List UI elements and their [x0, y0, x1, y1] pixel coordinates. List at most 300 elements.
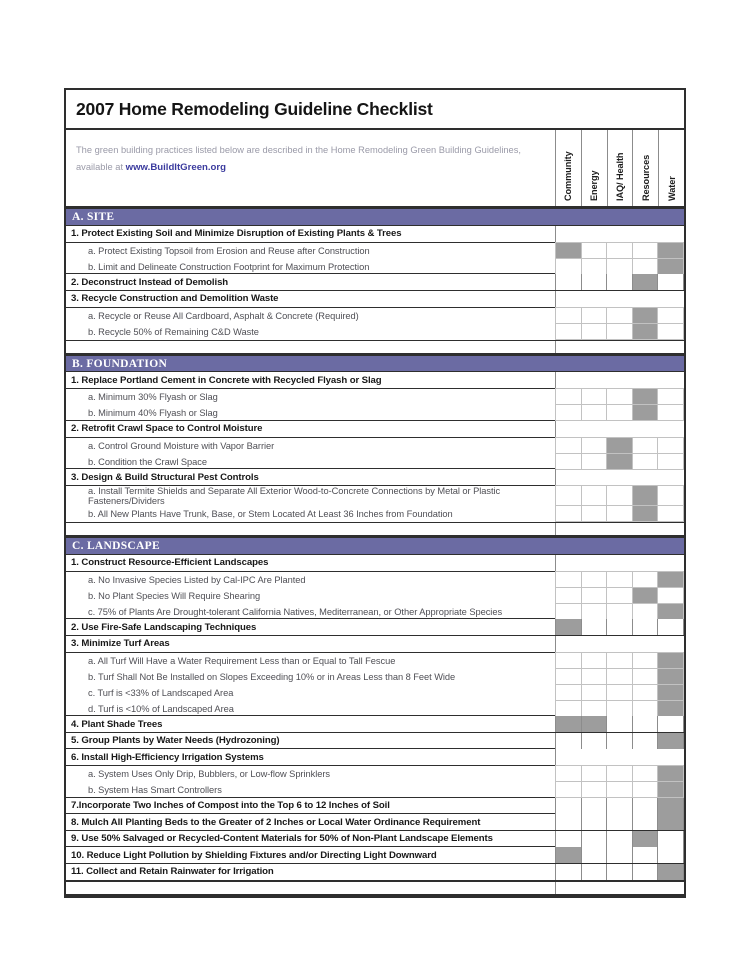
checklist-item-label: 5. Group Plants by Water Needs (Hydrozoning)	[66, 733, 556, 749]
checkbox-cell-resources[interactable]	[632, 814, 659, 830]
checklist-row	[66, 635, 684, 653]
checklist-item-label: 11. Collect and Retain Rainwater for Irrigation	[66, 864, 556, 880]
checkbox-cell-resources[interactable]	[632, 847, 659, 863]
checkbox-cell-energy[interactable]	[581, 652, 608, 669]
checkbox-cell-energy[interactable]	[581, 847, 608, 863]
checkbox-cell-water	[657, 372, 684, 388]
checkbox-cell-energy[interactable]	[581, 323, 608, 340]
checklist-item-label: b. Limit and Delineate Construction Footprint for Maximum Protection	[66, 259, 556, 275]
section-header-landscape: C. LANDSCAPE	[66, 537, 684, 555]
checkbox-group	[556, 274, 684, 290]
checkbox-cell-water	[657, 749, 684, 765]
checkbox-cell-iaq-health	[606, 469, 633, 485]
checklist-item-label: b. Recycle 50% of Remaining C&D Waste	[66, 324, 556, 340]
checkbox-cell-iaq-health	[606, 421, 633, 437]
checkbox-cell-water[interactable]	[657, 716, 684, 732]
checkbox-cell-energy[interactable]	[581, 831, 608, 847]
checkbox-group	[556, 469, 684, 485]
section-header-site: A. SITE	[66, 208, 684, 226]
checkbox-cell-iaq-health[interactable]	[606, 485, 633, 506]
checkbox-cell-water[interactable]	[657, 388, 684, 405]
checkbox-cell-water[interactable]	[657, 437, 684, 454]
checkbox-cell-resources[interactable]	[632, 258, 659, 275]
checklist-item-label: 1. Construct Resource-Efficient Landscapes	[66, 555, 556, 571]
checkbox-cell-community	[555, 469, 582, 485]
checkbox-cell-community[interactable]	[555, 242, 582, 259]
checkbox-cell-water[interactable]	[657, 453, 684, 470]
checkbox-cell-community	[555, 372, 582, 388]
checkbox-cell-energy[interactable]	[581, 453, 608, 470]
checklist-subrow	[66, 405, 684, 421]
checkbox-cell-energy[interactable]	[581, 619, 608, 635]
checkbox-cell-resources	[632, 291, 659, 307]
checkbox-cell-community[interactable]	[555, 603, 582, 620]
checkbox-cell-resources[interactable]	[632, 684, 659, 701]
checkbox-cell-resources[interactable]	[632, 388, 659, 405]
checklist-item-label: 4. Plant Shade Trees	[66, 716, 556, 732]
checkbox-cell-water[interactable]	[657, 798, 684, 814]
checkbox-cell-water	[657, 636, 684, 652]
checkbox-group	[556, 588, 684, 604]
checkbox-cell-resources[interactable]	[632, 765, 659, 782]
checklist-subrow	[66, 389, 684, 405]
checkbox-cell-iaq-health[interactable]	[606, 847, 633, 863]
checklist-item-label: 1. Replace Portland Cement in Concrete with Recycled Flyash or Slag	[66, 372, 556, 388]
checklist-item-label: a. All Turf Will Have a Water Requirement Less than or Equal to Tall Fescue	[66, 653, 556, 669]
checklist-subrow	[66, 259, 684, 275]
checkbox-cell-iaq-health[interactable]	[606, 700, 633, 717]
checklist-row	[66, 846, 684, 864]
column-header-label: Resources	[640, 155, 651, 202]
checkbox-cell-resources[interactable]	[632, 242, 659, 259]
checklist-item-label: 3. Minimize Turf Areas	[66, 636, 556, 652]
checkbox-group	[556, 454, 684, 470]
spacer-rest	[556, 341, 684, 353]
checkbox-cell-community[interactable]	[555, 781, 582, 798]
checkbox-cell-community[interactable]	[555, 453, 582, 470]
checkbox-cell-iaq-health[interactable]	[606, 505, 633, 522]
checkbox-cell-water	[657, 555, 684, 571]
checkbox-cell-community[interactable]	[555, 700, 582, 717]
checkbox-cell-community[interactable]	[555, 505, 582, 522]
checkbox-cell-resources[interactable]	[632, 323, 659, 340]
checkbox-cell-energy[interactable]	[581, 864, 608, 880]
checkbox-cell-water[interactable]	[657, 700, 684, 717]
checkbox-group	[556, 486, 684, 506]
checklist-row	[66, 732, 684, 750]
checkbox-cell-water[interactable]	[657, 404, 684, 421]
checklist-subrow	[66, 669, 684, 685]
checklist-item-label: d. Turf is <10% of Landscaped Area	[66, 701, 556, 717]
sections-container	[66, 208, 684, 896]
checklist-item-label: a. Control Ground Moisture with Vapor Barrier	[66, 438, 556, 454]
checklist-subrow	[66, 506, 684, 522]
checkbox-cell-energy[interactable]	[581, 684, 608, 701]
checklist-item-label: 10. Reduce Light Pollution by Shielding Fixtures and/or Directing Light Downward	[66, 847, 556, 863]
checkbox-cell-iaq-health[interactable]	[606, 814, 633, 830]
column-header-resources	[632, 130, 658, 206]
checklist-item-label: a. System Uses Only Drip, Bubblers, or Low-flow Sprinklers	[66, 766, 556, 782]
checkbox-cell-energy[interactable]	[581, 258, 608, 275]
checkbox-cell-resources[interactable]	[632, 619, 659, 635]
checkbox-group	[556, 506, 684, 522]
checklist-subrow	[66, 782, 684, 798]
checkbox-cell-resources[interactable]	[632, 587, 659, 604]
checkbox-cell-resources[interactable]	[632, 831, 659, 847]
checkbox-cell-community	[555, 749, 582, 765]
checklist-row	[66, 420, 684, 438]
checklist-item-label: 1. Protect Existing Soil and Minimize Disruption of Existing Plants & Trees	[66, 226, 556, 242]
checklist-item-label: 7.Incorporate Two Inches of Compost into the Top 6 to 12 Inches of Soil	[66, 798, 556, 814]
column-header-label: Water	[666, 176, 677, 202]
checkbox-cell-iaq-health[interactable]	[606, 307, 633, 324]
column-header-label: Community	[563, 151, 574, 202]
checklist-table	[64, 88, 686, 898]
checkbox-cell-community[interactable]	[555, 765, 582, 782]
checkbox-cell-resources[interactable]	[632, 781, 659, 798]
checkbox-cell-community[interactable]	[555, 437, 582, 454]
checklist-subrow	[66, 685, 684, 701]
checkbox-cell-water[interactable]	[657, 571, 684, 588]
checkbox-cell-resources[interactable]	[632, 716, 659, 732]
checkbox-cell-community	[555, 226, 582, 242]
checkbox-cell-iaq-health	[606, 555, 633, 571]
checklist-subrow	[66, 572, 684, 588]
checkbox-cell-water[interactable]	[657, 864, 684, 880]
checkbox-cell-water[interactable]	[657, 652, 684, 669]
checkbox-cell-water[interactable]	[657, 323, 684, 340]
checkbox-cell-community[interactable]	[555, 668, 582, 685]
spacer-rest	[556, 523, 684, 535]
checklist-subrow	[66, 604, 684, 620]
checkbox-cell-water[interactable]	[657, 307, 684, 324]
checkbox-cell-resources[interactable]	[632, 700, 659, 717]
checkbox-cell-resources	[632, 555, 659, 571]
checkbox-cell-energy[interactable]	[581, 603, 608, 620]
checklist-subrow	[66, 438, 684, 454]
checkbox-cell-iaq-health[interactable]	[606, 781, 633, 798]
checkbox-cell-community[interactable]	[555, 258, 582, 275]
checkbox-cell-iaq-health	[606, 636, 633, 652]
checkbox-cell-resources[interactable]	[632, 307, 659, 324]
checkbox-cell-energy[interactable]	[581, 668, 608, 685]
checkbox-group	[556, 405, 684, 421]
checkbox-cell-iaq-health[interactable]	[606, 388, 633, 405]
checkbox-cell-iaq-health[interactable]	[606, 864, 633, 880]
checkbox-cell-community	[555, 291, 582, 307]
checklist-item-label: a. Install Termite Shields and Separate All Exterior Wood-to-Concrete Connections by Metal or Plastic Fasteners/Dividers	[66, 486, 556, 506]
checkbox-cell-resources	[632, 636, 659, 652]
checkbox-cell-community[interactable]	[555, 619, 582, 635]
checkbox-cell-energy[interactable]	[581, 571, 608, 588]
checkbox-cell-community	[555, 555, 582, 571]
checkbox-cell-water[interactable]	[657, 485, 684, 506]
checkbox-cell-energy[interactable]	[581, 437, 608, 454]
checkbox-cell-community[interactable]	[555, 307, 582, 324]
checkbox-cell-iaq-health[interactable]	[606, 453, 633, 470]
checkbox-cell-energy[interactable]	[581, 716, 608, 732]
checklist-item-label: b. No Plant Species Will Require Shearing	[66, 588, 556, 604]
checkbox-cell-iaq-health[interactable]	[606, 603, 633, 620]
checklist-subrow	[66, 588, 684, 604]
checklist-item-label: 3. Recycle Construction and Demolition Waste	[66, 291, 556, 307]
checkbox-group	[556, 733, 684, 749]
checklist-row	[66, 748, 684, 766]
checkbox-cell-energy[interactable]	[581, 505, 608, 522]
checklist-subrow	[66, 653, 684, 669]
checklist-row	[66, 290, 684, 308]
checkbox-cell-resources[interactable]	[632, 668, 659, 685]
checkbox-cell-energy[interactable]	[581, 404, 608, 421]
checkbox-cell-energy[interactable]	[581, 242, 608, 259]
spacer-rest	[556, 882, 684, 894]
checkbox-cell-resources	[632, 226, 659, 242]
checklist-item-label: b. Condition the Crawl Space	[66, 454, 556, 470]
checkbox-cell-iaq-health[interactable]	[606, 404, 633, 421]
checkbox-cell-community[interactable]	[555, 274, 582, 290]
checklist-row	[66, 715, 684, 733]
builditgreen-link[interactable]: www.BuildItGreen.org	[125, 161, 227, 173]
checkbox-cell-energy[interactable]	[581, 700, 608, 717]
checkbox-cell-resources[interactable]	[632, 437, 659, 454]
checkbox-cell-community[interactable]	[555, 404, 582, 421]
checkbox-cell-energy	[581, 749, 608, 765]
checkbox-group	[556, 438, 684, 454]
checkbox-cell-community[interactable]	[555, 733, 582, 749]
checkbox-cell-community[interactable]	[555, 652, 582, 669]
checkbox-group	[556, 669, 684, 685]
checkbox-cell-iaq-health[interactable]	[606, 323, 633, 340]
checkbox-group	[556, 716, 684, 732]
checkbox-cell-iaq-health[interactable]	[606, 652, 633, 669]
checkbox-cell-energy[interactable]	[581, 307, 608, 324]
checkbox-cell-community[interactable]	[555, 485, 582, 506]
intro-sentence: The green building practices listed below are described in the Home Remodeling Green Building Guidelines,	[76, 145, 521, 156]
checkbox-cell-energy	[581, 636, 608, 652]
checkbox-cell-energy[interactable]	[581, 814, 608, 830]
checkbox-cell-water[interactable]	[657, 603, 684, 620]
checkbox-cell-iaq-health[interactable]	[606, 242, 633, 259]
checklist-item-label: b. Minimum 40% Flyash or Slag	[66, 405, 556, 421]
checkbox-cell-iaq-health[interactable]	[606, 733, 633, 749]
checklist-subrow	[66, 308, 684, 324]
checklist-row	[66, 813, 684, 831]
checkbox-cell-water[interactable]	[657, 847, 684, 863]
checkbox-cell-resources	[632, 372, 659, 388]
checkbox-cell-energy[interactable]	[581, 485, 608, 506]
checkbox-cell-resources[interactable]	[632, 798, 659, 814]
checkbox-cell-community[interactable]	[555, 847, 582, 863]
checkbox-cell-iaq-health[interactable]	[606, 684, 633, 701]
checkbox-group	[556, 421, 684, 437]
checklist-subrow	[66, 324, 684, 340]
checklist-row	[66, 618, 684, 636]
checkbox-cell-water[interactable]	[657, 733, 684, 749]
checklist-row	[66, 371, 684, 389]
section-spacer	[66, 881, 684, 896]
checkbox-group	[556, 324, 684, 340]
checkbox-cell-resources[interactable]	[632, 453, 659, 470]
section-spacer	[66, 340, 684, 355]
checkbox-cell-resources[interactable]	[632, 652, 659, 669]
checklist-item-label: a. Protect Existing Topsoil from Erosion and Reuse after Construction	[66, 243, 556, 259]
checkbox-cell-resources	[632, 421, 659, 437]
checklist-row	[66, 797, 684, 815]
checklist-item-label: a. No Invasive Species Listed by Cal-IPC Are Planted	[66, 572, 556, 588]
document-footer	[66, 896, 684, 898]
checkbox-cell-energy[interactable]	[581, 765, 608, 782]
checkbox-cell-resources[interactable]	[632, 485, 659, 506]
checklist-row	[66, 468, 684, 486]
checkbox-cell-resources	[632, 469, 659, 485]
checklist-subrow	[66, 454, 684, 470]
checklist-row	[66, 863, 684, 881]
intro-text	[66, 130, 556, 206]
checkbox-cell-iaq-health	[606, 372, 633, 388]
checkbox-cell-resources[interactable]	[632, 733, 659, 749]
checkbox-group	[556, 555, 684, 571]
section-header-foundation: B. FOUNDATION	[66, 355, 684, 373]
checklist-row	[66, 554, 684, 572]
checkbox-cell-iaq-health[interactable]	[606, 437, 633, 454]
checkbox-group	[556, 766, 684, 782]
checkbox-cell-community[interactable]	[555, 831, 582, 847]
checkbox-cell-energy	[581, 555, 608, 571]
checklist-item-label: b. System Has Smart Controllers	[66, 782, 556, 798]
checkbox-cell-energy	[581, 226, 608, 242]
checkbox-cell-water[interactable]	[657, 505, 684, 522]
checkbox-group	[556, 636, 684, 652]
checkbox-cell-iaq-health[interactable]	[606, 258, 633, 275]
checkbox-group	[556, 604, 684, 620]
checkbox-cell-iaq-health	[606, 291, 633, 307]
checklist-row	[66, 273, 684, 291]
checkbox-group	[556, 372, 684, 388]
checkbox-cell-resources[interactable]	[632, 864, 659, 880]
checkbox-cell-energy[interactable]	[581, 388, 608, 405]
page-title: 2007 Home Remodeling Guideline Checklist	[76, 99, 433, 119]
checkbox-group	[556, 685, 684, 701]
section-spacer	[66, 522, 684, 537]
checkbox-cell-water	[657, 421, 684, 437]
checkbox-group	[556, 782, 684, 798]
checkbox-cell-water[interactable]	[657, 668, 684, 685]
checklist-row	[66, 225, 684, 243]
checkbox-cell-iaq-health[interactable]	[606, 831, 633, 847]
checkbox-cell-water[interactable]	[657, 765, 684, 782]
checkbox-cell-water[interactable]	[657, 242, 684, 259]
checkbox-cell-community	[555, 421, 582, 437]
spacer-pad	[66, 523, 556, 535]
checkbox-cell-water	[657, 226, 684, 242]
checkbox-cell-energy	[581, 291, 608, 307]
checkbox-cell-community[interactable]	[555, 388, 582, 405]
checkbox-cell-community[interactable]	[555, 814, 582, 830]
checklist-row	[66, 830, 684, 848]
checkbox-cell-iaq-health[interactable]	[606, 274, 633, 290]
checkbox-cell-energy[interactable]	[581, 274, 608, 290]
checkbox-cell-water[interactable]	[657, 684, 684, 701]
checkbox-cell-community[interactable]	[555, 798, 582, 814]
checklist-item-label: a. Recycle or Reuse All Cardboard, Asphalt & Concrete (Required)	[66, 308, 556, 324]
checklist-subrow	[66, 243, 684, 259]
checkbox-cell-community[interactable]	[555, 864, 582, 880]
checkbox-group	[556, 572, 684, 588]
checkbox-cell-iaq-health[interactable]	[606, 571, 633, 588]
checkbox-cell-water	[657, 291, 684, 307]
column-header-label: IAQ/ Health	[614, 152, 625, 202]
checkbox-cell-community	[555, 636, 582, 652]
checklist-item-label: 8. Mulch All Planting Beds to the Greater of 2 Inches or Local Water Ordinance Requirement	[66, 814, 556, 830]
checkbox-cell-energy[interactable]	[581, 587, 608, 604]
checkbox-cell-energy[interactable]	[581, 733, 608, 749]
checkbox-cell-water[interactable]	[657, 831, 684, 847]
checkbox-group	[556, 243, 684, 259]
checkbox-cell-iaq-health[interactable]	[606, 765, 633, 782]
checkbox-cell-energy[interactable]	[581, 798, 608, 814]
checkbox-cell-water[interactable]	[657, 781, 684, 798]
intro-available-label: available at	[76, 161, 126, 172]
checkbox-cell-water[interactable]	[657, 619, 684, 635]
checkbox-cell-resources[interactable]	[632, 274, 659, 290]
checkbox-cell-iaq-health	[606, 749, 633, 765]
checkbox-cell-energy[interactable]	[581, 781, 608, 798]
checklist-item-label: 9. Use 50% Salvaged or Recycled-Content Materials for 50% of Non-Plant Landscape Elements	[66, 831, 556, 847]
checkbox-cell-resources[interactable]	[632, 505, 659, 522]
checkbox-cell-iaq-health[interactable]	[606, 587, 633, 604]
checklist-subrow	[66, 766, 684, 782]
checkbox-cell-water	[657, 469, 684, 485]
checkbox-cell-community[interactable]	[555, 684, 582, 701]
checkbox-cell-community[interactable]	[555, 716, 582, 732]
checkbox-group	[556, 259, 684, 275]
checkbox-group	[556, 864, 684, 880]
spacer-pad	[66, 341, 556, 353]
checkbox-group	[556, 653, 684, 669]
checklist-subrow	[66, 701, 684, 717]
checklist-item-label: a. Minimum 30% Flyash or Slag	[66, 389, 556, 405]
spacer-pad	[66, 882, 556, 894]
checkbox-cell-resources[interactable]	[632, 404, 659, 421]
checklist-item-label: b. Turf Shall Not Be Installed on Slopes Exceeding 10% or in Areas Less than 8 Feet Wide	[66, 669, 556, 685]
checkbox-cell-community[interactable]	[555, 323, 582, 340]
checkbox-cell-water[interactable]	[657, 274, 684, 290]
checkbox-cell-community[interactable]	[555, 587, 582, 604]
checkbox-cell-resources[interactable]	[632, 571, 659, 588]
column-headers	[556, 130, 684, 206]
checkbox-cell-iaq-health[interactable]	[606, 619, 633, 635]
checkbox-cell-energy	[581, 372, 608, 388]
column-header-energy	[581, 130, 607, 206]
checkbox-cell-water[interactable]	[657, 587, 684, 604]
checkbox-cell-iaq-health[interactable]	[606, 668, 633, 685]
checklist-item-label: 6. Install High-Efficiency Irrigation Systems	[66, 749, 556, 765]
checkbox-cell-water[interactable]	[657, 258, 684, 275]
checkbox-cell-water[interactable]	[657, 814, 684, 830]
checklist-item-label: 3. Design & Build Structural Pest Controls	[66, 469, 556, 485]
checkbox-group	[556, 847, 684, 863]
checkbox-cell-iaq-health[interactable]	[606, 716, 633, 732]
checkbox-cell-energy	[581, 469, 608, 485]
checkbox-group	[556, 389, 684, 405]
checkbox-cell-community[interactable]	[555, 571, 582, 588]
checklist-item-label: 2. Use Fire-Safe Landscaping Techniques	[66, 619, 556, 635]
checkbox-cell-iaq-health[interactable]	[606, 798, 633, 814]
checkbox-group	[556, 226, 684, 242]
checkbox-group	[556, 291, 684, 307]
checkbox-cell-resources[interactable]	[632, 603, 659, 620]
checkbox-cell-resources	[632, 749, 659, 765]
